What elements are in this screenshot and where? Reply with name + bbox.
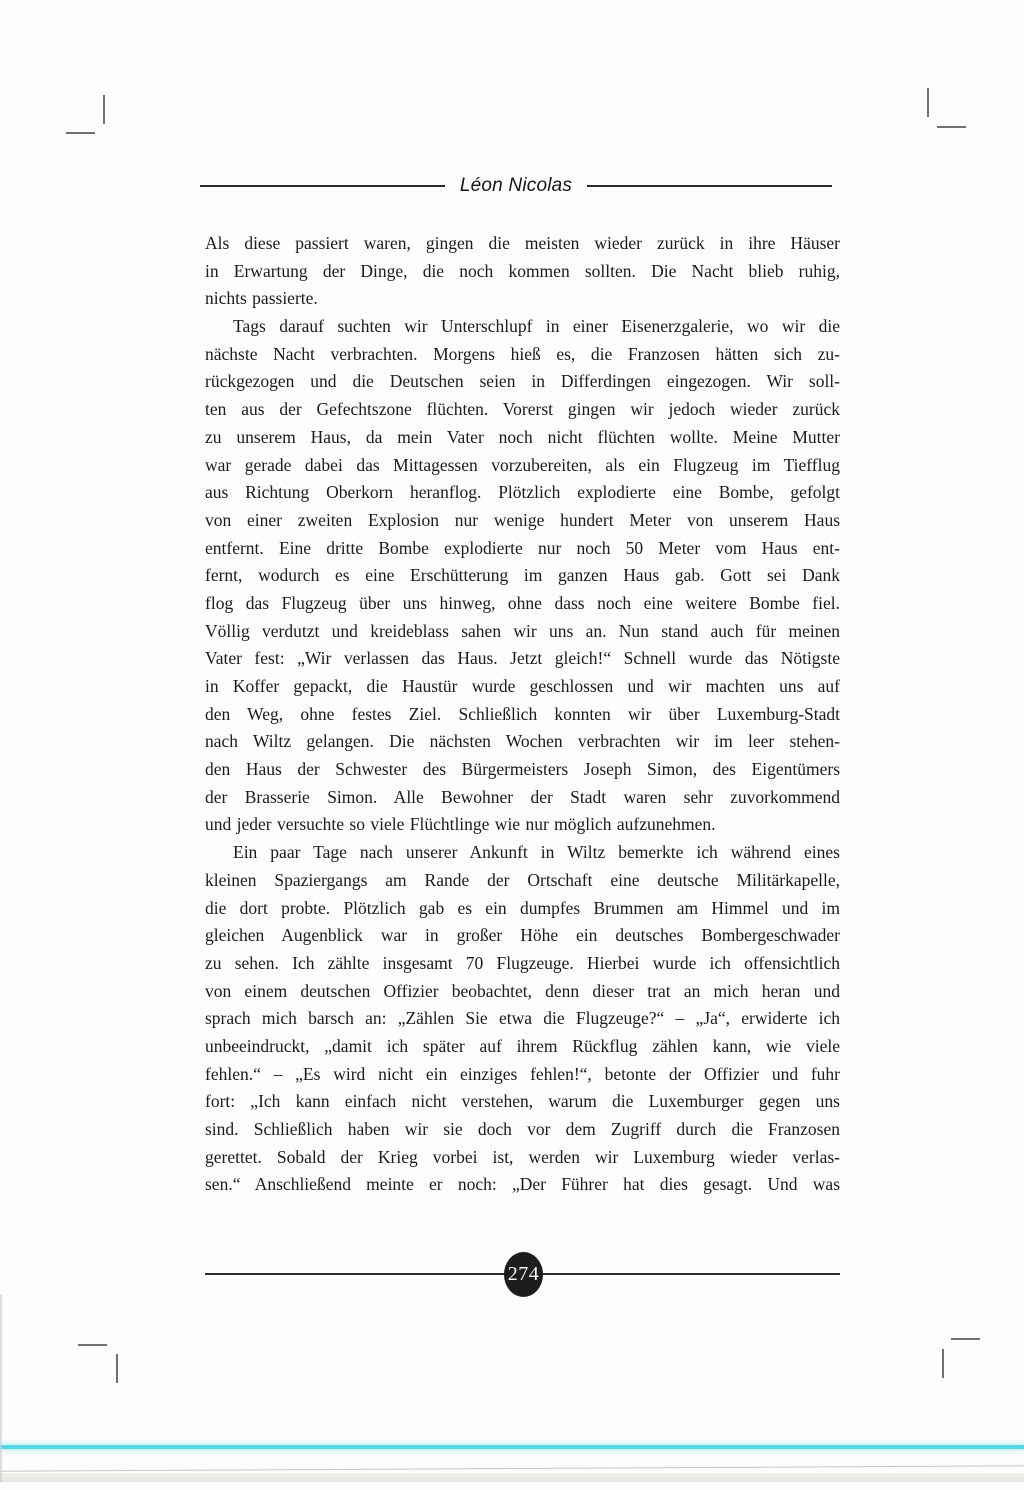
text-line: von einem deutschen Offizier beobachtet, denn dieser trat an mich heran und [205, 980, 840, 1001]
page-number-badge [504, 1252, 543, 1297]
crop-mark-top-left-vertical [103, 95, 105, 124]
text-line: gleichen Augenblick war in großer Höhe ein deutsches Bombergeschwader [205, 925, 840, 946]
crop-mark-top-right-vertical [927, 88, 929, 117]
text-line: ten aus der Gefechtszone flüchten. Vorerst gingen wir jedoch wieder zurück [205, 399, 840, 420]
text-line: Als diese passiert waren, gingen die meisten wieder zurück in ihre Häuser [205, 233, 840, 253]
header-rule-right [587, 185, 832, 187]
text-line: nach Wiltz gelangen. Die nächsten Wochen verbrachten wir im leer stehen- [205, 731, 840, 752]
header-author-name: Léon Nicolas [459, 175, 573, 196]
text-line: flog das Flugzeug über uns hinweg, ohne dass noch eine weitere Bombe fiel. [205, 592, 840, 613]
text-line: kleinen Spaziergangs am Rande der Ortschaft eine deutsche Militärkapelle, [205, 869, 840, 890]
page-body [205, 230, 840, 1199]
crop-mark-bottom-left-horizontal [78, 1344, 107, 1346]
text-line: fort: „Ich kann einfach nicht verstehen, warum die Luxemburger gegen uns [205, 1091, 840, 1112]
text-line: sprach mich barsch an: „Zählen Sie etwa die Flugzeuge?“ – „Ja“, erwiderte ich [205, 1008, 840, 1029]
text-line: entfernt. Eine dritte Bombe explodierte nur noch 50 Meter vom Haus ent- [205, 537, 840, 558]
scan-left-edge [0, 1295, 2, 1482]
text-line: unbeeindruckt, „damit ich später auf ihrem Rückflug zählen kann, wie viele [205, 1035, 840, 1056]
crop-mark-top-right-horizontal [937, 126, 966, 128]
scan-bottom-strip [0, 1473, 1024, 1482]
text-line: Ein paar Tage nach unserer Ankunft in Wiltz bemerkte ich während eines [233, 842, 840, 863]
header-rule-left [200, 185, 445, 187]
scanner-accent-bar [0, 1445, 1024, 1449]
running-header [200, 172, 832, 200]
text-line: Völlig verdutzt und kreideblass sahen wir uns an. Nun stand auch für meinen [205, 620, 840, 641]
page-number: 274 [507, 1263, 540, 1285]
text-line: und jeder versuchte so viele Flüchtlinge wie nur möglich aufzunehmen. [205, 814, 716, 835]
crop-mark-bottom-right-horizontal [951, 1338, 980, 1340]
text-line: nichts passierte. [205, 288, 318, 309]
crop-mark-top-left-horizontal [66, 132, 95, 134]
text-line: gerettet. Sobald der Krieg vorbei ist, werden wir Luxemburg wieder verlas- [205, 1146, 840, 1167]
text-line: sen.“ Anschließend meinte er noch: „Der Führer hat dies gesagt. Und was [205, 1174, 840, 1195]
text-line: aus Richtung Oberkorn heranflog. Plötzlich explodierte eine Bombe, gefolgt [205, 482, 840, 503]
text-line: rückgezogen und die Deutschen seien in Differdingen eingezogen. Wir soll- [205, 371, 840, 392]
text-line: den Weg, ohne festes Ziel. Schließlich konnten wir über Luxemburg-Stadt [205, 703, 840, 724]
text-line: in Koffer gepackt, die Haustür wurde geschlossen und wir machten uns auf [205, 676, 840, 696]
text-line: zu unserem Haus, da mein Vater noch nicht flüchten wollte. Meine Mutter [205, 426, 840, 447]
text-line: zu sehen. Ich zählte insgesamt 70 Flugzeuge. Hierbei wurde ich offensichtlich [205, 952, 840, 973]
text-line: in Erwartung der Dinge, die noch kommen sollten. Die Nacht blieb ruhig, [205, 260, 840, 281]
text-line: von einer zweiten Explosion nur wenige hundert Meter von unserem Haus [205, 509, 840, 530]
text-line: war gerade dabei das Mittagessen vorzubereiten, als ein Flugzeug im Tiefflug [205, 454, 840, 475]
text-line: Tags darauf suchten wir Unterschlupf in einer Eisenerzgalerie, wo wir die [233, 316, 840, 337]
crop-mark-bottom-right-vertical [942, 1349, 944, 1378]
text-line: den Haus der Schwester des Bürgermeisters Joseph Simon, des Eigentümers [205, 759, 840, 780]
text-line: die dort probte. Plötzlich gab es ein dumpfes Brummen am Himmel und im [205, 897, 840, 918]
text-line: der Brasserie Simon. Alle Bewohner der Stadt waren sehr zuvorkommend [205, 786, 840, 807]
text-line: fehlen.“ – „Es wird nicht ein einziges fehlen!“, betonte der Offizier und fuhr [205, 1063, 840, 1084]
text-line: Vater fest: „Wir verlassen das Haus. Jetzt gleich!“ Schnell wurde das Nötigste [205, 648, 840, 669]
text-line: fernt, wodurch es eine Erschütterung im ganzen Haus gab. Gott sei Dank [205, 565, 840, 586]
crop-mark-bottom-left-vertical [116, 1354, 118, 1383]
text-line: sind. Schließlich haben wir sie doch vor dem Zugriff durch die Franzosen [205, 1119, 840, 1139]
text-line: nächste Nacht verbrachten. Morgens hieß es, die Franzosen hätten sich zu- [205, 343, 840, 364]
